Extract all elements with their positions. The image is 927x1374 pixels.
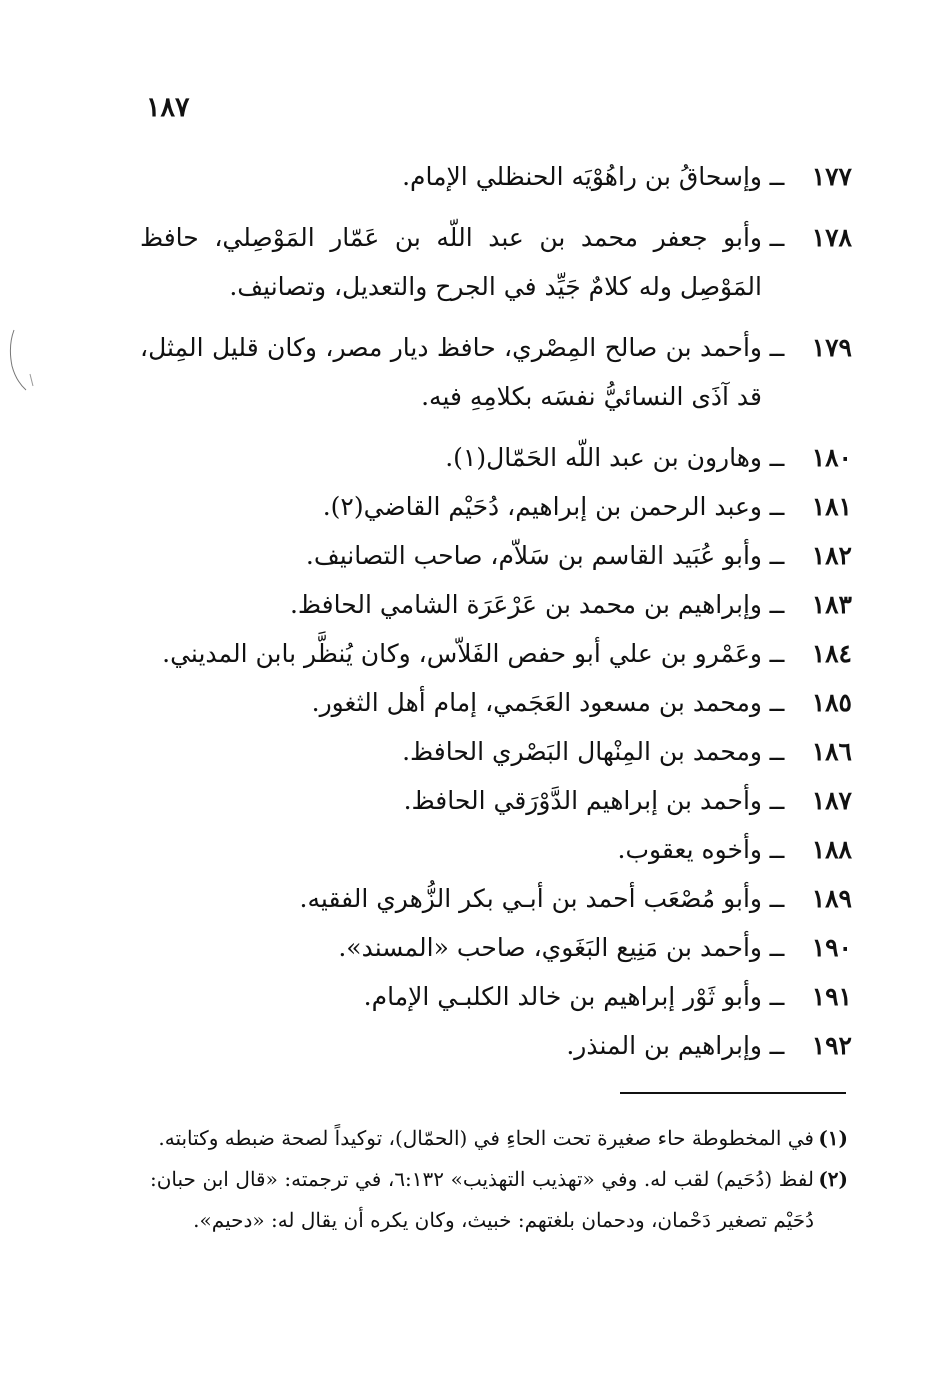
list-item — [140, 629, 852, 678]
entry-dash: ــ — [769, 884, 785, 913]
entry-number: ١٨٣ — [811, 590, 852, 619]
entry-number: ١٩٢ — [811, 1031, 852, 1060]
entry-text: وأبو مُصْعَب أحمد بن أبـي بكر الزُّهري الفقيه. — [299, 884, 762, 913]
entry-dash: ــ — [769, 590, 785, 619]
entry-text: وأحمد بن إبراهيم الدَّوْرَقي الحافظ. — [403, 786, 762, 815]
entry-text: وهارون بن عبد اللّه الحَمّال(١). — [445, 443, 762, 472]
entry-text: وأبو ثَوْر إبراهيم بن خالد الكلبـي الإمام. — [363, 982, 762, 1011]
list-item — [140, 1021, 852, 1070]
entries-list — [140, 152, 852, 1070]
entry-number: ١٩١ — [811, 982, 852, 1011]
footnote-item — [150, 1159, 848, 1241]
entry-text: وأخوه يعقوب. — [617, 835, 762, 864]
margin-scribble-mark — [0, 326, 40, 396]
list-item — [140, 531, 852, 580]
entry-dash: ــ — [769, 162, 785, 191]
list-item — [140, 776, 852, 825]
entry-text: وإبراهيم بن محمد بن عَرْعَرَة الشامي الحافظ. — [289, 590, 762, 619]
entry-dash: ــ — [769, 933, 785, 962]
list-item — [140, 433, 852, 482]
entry-text: وعبد الرحمن بن إبراهيم، دُحَيْم القاضي(٢). — [322, 492, 762, 521]
entry-number: ١٧٩ — [811, 333, 852, 362]
entry-number: ١٧٨ — [811, 223, 852, 252]
entry-text: وأبو عُبَيد القاسم بن سَلاّم، صاحب التصانيف. — [305, 541, 762, 570]
entry-text: وأبو جعفر محمد بن عبد اللّه بن عَمّار المَوْصِلي، حافظ المَوْصِل وله كلامٌ جَيِّد في الجرح والتعديل، وتصانيف. — [140, 223, 762, 301]
footnotes — [150, 1118, 848, 1241]
entry-text: وعَمْرو بن علي أبو حفص الفَلاّس، وكان يُنظَّر بابن المديني. — [162, 639, 762, 668]
entry-text: وأحمد بن صالح المِصْري، حافظ ديار مصر، وكان قليل المِثل، قد آذَى النسائيُّ نفسَه بكلامِهِ فيه. — [140, 333, 762, 411]
entry-dash: ــ — [769, 737, 785, 766]
entry-number: ١٩٠ — [811, 933, 852, 962]
entry-dash: ــ — [769, 492, 785, 521]
footnote-number: (١) — [818, 1126, 848, 1150]
footnote-text: لفظ (دُحَيم) لقب له. وفي «تهذيب التهذيب» ٦:١٣٢، في ترجمته: «قال ابن حبان: دُحَيْم تصغير دَحْمان، ودحمان بلغتهم: خبيث، وكان يكره أن يقال له: «دحيم». — [150, 1167, 814, 1232]
list-item — [140, 323, 852, 421]
entry-dash: ــ — [769, 1031, 785, 1060]
list-item — [140, 152, 852, 201]
entry-number: ١٨٩ — [811, 884, 852, 913]
entry-text: وإبراهيم بن المنذر. — [566, 1031, 762, 1060]
entry-number: ١٨٦ — [811, 737, 852, 766]
list-item — [140, 972, 852, 1021]
entry-number: ١٨١ — [811, 492, 852, 521]
entry-dash: ــ — [769, 223, 785, 252]
entry-text: ومحمد بن مسعود العَجَمي، إمام أهل الثغور. — [311, 688, 762, 717]
list-item — [140, 580, 852, 629]
entry-text: وأحمد بن مَنِيع البَغَوي، صاحب «المسند». — [338, 933, 762, 962]
entry-number: ١٨٤ — [811, 639, 852, 668]
entry-text: وإسحاقُ بن راهُوْيَه الحنظلي الإمام. — [402, 162, 762, 191]
entry-dash: ــ — [769, 541, 785, 570]
footnote-divider — [620, 1092, 846, 1094]
list-item — [140, 482, 852, 531]
list-item — [140, 874, 852, 923]
entry-dash: ــ — [769, 982, 785, 1011]
entry-dash: ــ — [769, 443, 785, 472]
footnote-text: في المخطوطة حاء صغيرة تحت الحاءِ في (الحمّال)، توكيداً لصحة ضبطه وكتابته. — [158, 1126, 814, 1150]
entry-dash: ــ — [769, 333, 785, 362]
entry-number: ١٨٠ — [811, 443, 852, 472]
entry-number: ١٨٨ — [811, 835, 852, 864]
entry-dash: ــ — [769, 688, 785, 717]
list-item — [140, 213, 852, 311]
entry-dash: ــ — [769, 835, 785, 864]
list-item — [140, 825, 852, 874]
list-item — [140, 923, 852, 972]
entry-number: ١٨٥ — [811, 688, 852, 717]
entry-text: ومحمد بن المِنْهال البَصْري الحافظ. — [402, 737, 762, 766]
list-item — [140, 678, 852, 727]
page-number: ١٨٧ — [146, 92, 190, 123]
entry-dash: ــ — [769, 786, 785, 815]
entry-number: ١٨٢ — [811, 541, 852, 570]
footnote-item — [150, 1118, 848, 1159]
entry-number: ١٨٧ — [811, 786, 852, 815]
footnote-number: (٢) — [818, 1167, 848, 1191]
list-item — [140, 727, 852, 776]
entry-number: ١٧٧ — [811, 162, 852, 191]
entry-dash: ــ — [769, 639, 785, 668]
